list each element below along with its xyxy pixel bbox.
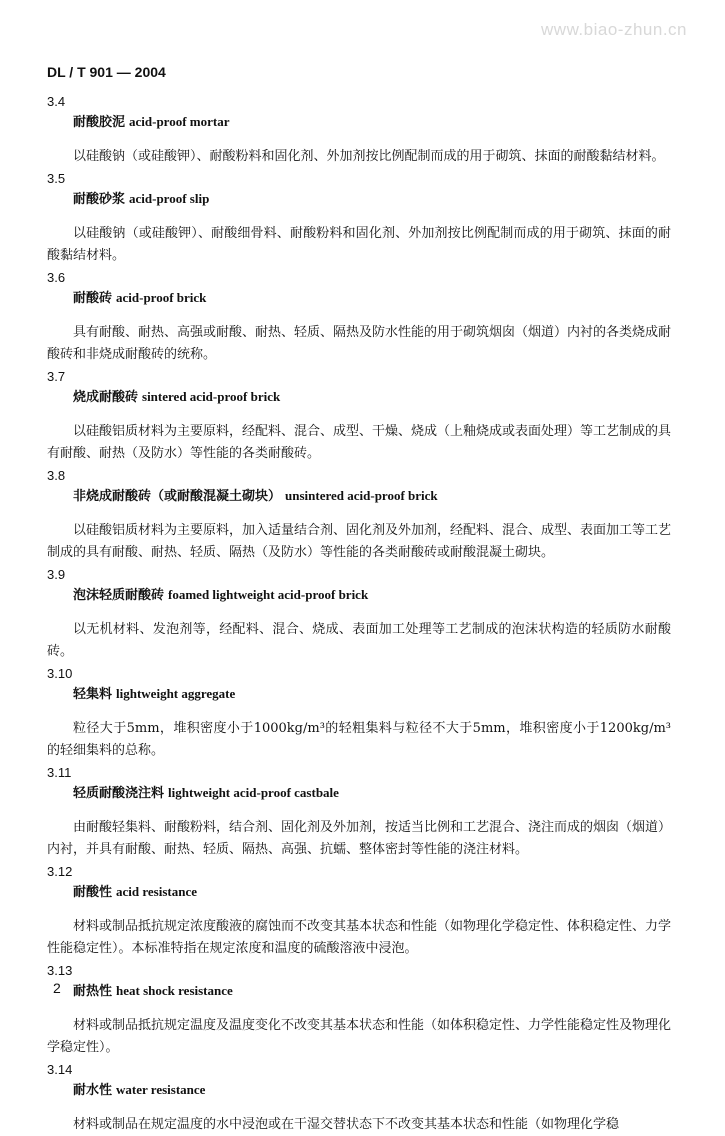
term-definition: 粒径大于5mm，堆积密度小于1000kg/m³的轻粗集料与粒径不大于5mm，堆积密度小于1200kg/m³的轻细集料的总称。 [47,718,671,763]
term-chinese: 耐热性 [73,984,112,999]
document-body [47,92,671,1136]
term-heading [47,485,671,507]
term-heading [47,782,671,804]
clause-number: 3.6 [47,268,671,287]
term-english: lightweight aggregate [116,686,235,701]
term-chinese: 轻质耐酸浇注料 [73,786,164,801]
term-heading [47,584,671,606]
term-english: sintered acid-proof brick [142,389,280,404]
term-chinese: 泡沫轻质耐酸砖 [73,588,164,603]
term-chinese: 耐酸性 [73,885,112,900]
term-definition: 以硅酸铝质材料为主要原料，加入适量结合剂、固化剂及外加剂，经配料、混合、成型、表面加工等工艺制成的具有耐酸、耐热、轻质、隔热（及防水）等性能的各类耐酸砖或耐酸混凝土砌块。 [47,520,671,565]
clause-3-6 [47,268,671,367]
clause-3-9 [47,565,671,664]
term-definition: 以无机材料、发泡剂等，经配料、混合、烧成、表面加工处理等工艺制成的泡沫状构造的轻质防水耐酸砖。 [47,619,671,664]
term-english: acid-proof mortar [129,114,229,129]
term-chinese: 耐酸胶泥 [73,115,125,130]
term-heading [47,1079,671,1101]
term-heading [47,980,671,1002]
term-heading [47,881,671,903]
clause-3-7 [47,367,671,466]
term-english: heat shock resistance [116,983,233,998]
term-heading [47,287,671,309]
clause-number: 3.8 [47,466,671,485]
term-english: lightweight acid-proof castbale [168,785,339,800]
term-definition: 材料或制品在规定温度的水中浸泡或在干湿交替状态下不改变其基本状态和性能（如物理化学稳 [47,1114,671,1136]
clause-number: 3.14 [47,1060,671,1079]
term-english: water resistance [116,1082,205,1097]
clause-number: 3.7 [47,367,671,386]
term-definition: 由耐酸轻集料、耐酸粉料，结合剂、固化剂及外加剂，按适当比例和工艺混合、浇注而成的烟囱（烟道）内衬，并具有耐酸、耐热、轻质、隔热、高强、抗蠕、整体密封等性能的浇注材料。 [47,817,671,862]
term-chinese: 耐酸砖 [73,291,112,306]
clause-number: 3.5 [47,169,671,188]
term-chinese: 耐水性 [73,1083,112,1098]
clause-3-13 [47,961,671,1060]
clause-3-11 [47,763,671,862]
clause-3-5 [47,169,671,268]
clause-3-4 [47,92,671,169]
clause-number: 3.4 [47,92,671,111]
term-chinese: 耐酸砂浆 [73,192,125,207]
term-chinese: 轻集料 [73,687,112,702]
clause-3-8 [47,466,671,565]
term-heading [47,683,671,705]
term-english: acid resistance [116,884,197,899]
clause-3-12 [47,862,671,961]
term-english: foamed lightweight acid-proof brick [168,587,368,602]
document-code: DL / T 901 — 2004 [47,64,166,80]
term-english: acid-proof slip [129,191,209,206]
term-heading [47,188,671,210]
term-english: acid-proof brick [116,290,206,305]
clause-3-14 [47,1060,671,1136]
term-chinese: 烧成耐酸砖 [73,390,138,405]
term-chinese: 非烧成耐酸砖（或耐酸混凝土砌块） [73,489,281,504]
term-definition: 以硅酸钠（或硅酸钾）、耐酸粉料和固化剂、外加剂按比例配制而成的用于砌筑、抹面的耐酸黏结材料。 [47,146,671,169]
term-definition: 材料或制品抵抗规定浓度酸液的腐蚀而不改变其基本状态和性能（如物理化学稳定性、体积稳定性、力学性能稳定性）。本标准特指在规定浓度和温度的硫酸溶液中浸泡。 [47,916,671,961]
clause-3-10 [47,664,671,763]
term-heading [47,111,671,133]
clause-number: 3.13 [47,961,671,980]
page-number: 2 [53,980,61,996]
term-english: unsintered acid-proof brick [285,488,438,503]
term-definition: 具有耐酸、耐热、高强或耐酸、耐热、轻质、隔热及防水性能的用于砌筑烟囱（烟道）内衬的各类烧成耐酸砖和非烧成耐酸砖的统称。 [47,322,671,367]
clause-number: 3.12 [47,862,671,881]
clause-number: 3.9 [47,565,671,584]
watermark: www.biao-zhun.cn [541,20,687,40]
term-definition: 材料或制品抵抗规定温度及温度变化不改变其基本状态和性能（如体积稳定性、力学性能稳定性及物理化学稳定性）。 [47,1015,671,1060]
term-definition: 以硅酸铝质材料为主要原料，经配料、混合、成型、干燥、烧成（上釉烧成或表面处理）等工艺制成的具有耐酸、耐热（及防水）等性能的各类耐酸砖。 [47,421,671,466]
term-definition: 以硅酸钠（或硅酸钾）、耐酸细骨料、耐酸粉料和固化剂、外加剂按比例配制而成的用于砌筑、抹面的耐酸黏结材料。 [47,223,671,268]
term-heading [47,386,671,408]
clause-number: 3.11 [47,763,671,782]
clause-number: 3.10 [47,664,671,683]
